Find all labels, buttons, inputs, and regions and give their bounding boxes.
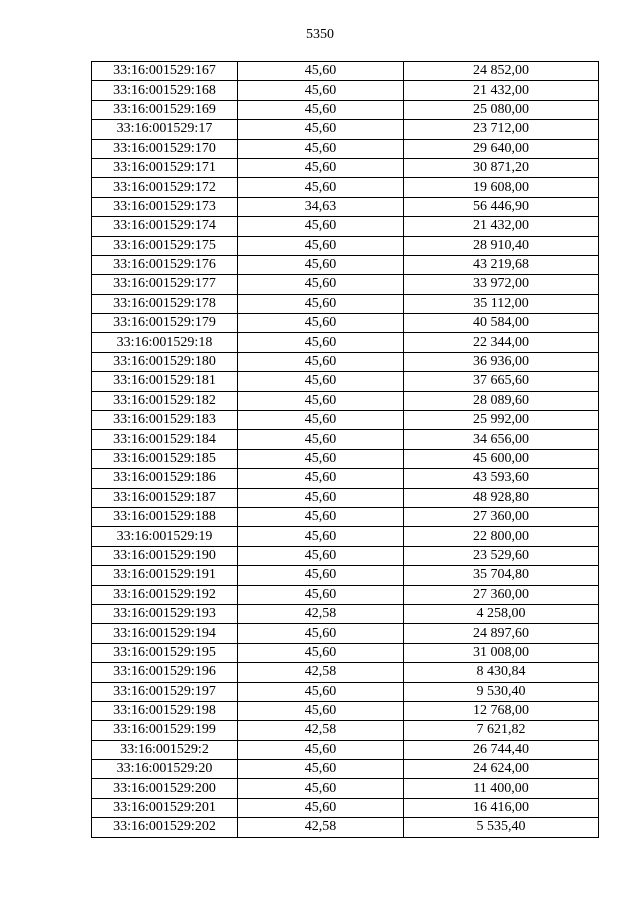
cadastral-number-cell: 33:16:001529:17 bbox=[92, 120, 238, 139]
table-row bbox=[92, 255, 599, 274]
table-row bbox=[92, 81, 599, 100]
value-cell: 27 360,00 bbox=[404, 585, 599, 604]
table-row bbox=[92, 682, 599, 701]
value-cell: 43 219,68 bbox=[404, 255, 599, 274]
area-cell: 45,60 bbox=[238, 624, 404, 643]
table-row bbox=[92, 236, 599, 255]
table-row bbox=[92, 178, 599, 197]
value-cell: 25 992,00 bbox=[404, 411, 599, 430]
value-cell: 26 744,40 bbox=[404, 740, 599, 759]
table-row bbox=[92, 818, 599, 837]
area-cell: 45,60 bbox=[238, 779, 404, 798]
cadastral-number-cell: 33:16:001529:183 bbox=[92, 411, 238, 430]
value-cell: 48 928,80 bbox=[404, 488, 599, 507]
area-cell: 45,60 bbox=[238, 120, 404, 139]
table-row bbox=[92, 275, 599, 294]
table-body bbox=[92, 62, 599, 838]
value-cell: 30 871,20 bbox=[404, 158, 599, 177]
value-cell: 45 600,00 bbox=[404, 449, 599, 468]
value-cell: 28 910,40 bbox=[404, 236, 599, 255]
table-row bbox=[92, 546, 599, 565]
value-cell: 8 430,84 bbox=[404, 663, 599, 682]
cadastral-number-cell: 33:16:001529:188 bbox=[92, 507, 238, 526]
area-cell: 45,60 bbox=[238, 236, 404, 255]
table-row bbox=[92, 507, 599, 526]
area-cell: 42,58 bbox=[238, 721, 404, 740]
area-cell: 34,63 bbox=[238, 197, 404, 216]
cadastral-number-cell: 33:16:001529:182 bbox=[92, 391, 238, 410]
value-cell: 23 529,60 bbox=[404, 546, 599, 565]
cadastral-number-cell: 33:16:001529:198 bbox=[92, 701, 238, 720]
value-cell: 19 608,00 bbox=[404, 178, 599, 197]
area-cell: 45,60 bbox=[238, 585, 404, 604]
area-cell: 45,60 bbox=[238, 372, 404, 391]
value-cell: 33 972,00 bbox=[404, 275, 599, 294]
value-cell: 11 400,00 bbox=[404, 779, 599, 798]
value-cell: 29 640,00 bbox=[404, 139, 599, 158]
cadastral-number-cell: 33:16:001529:18 bbox=[92, 333, 238, 352]
table-row bbox=[92, 62, 599, 81]
table-row bbox=[92, 624, 599, 643]
area-cell: 45,60 bbox=[238, 391, 404, 410]
cadastral-number-cell: 33:16:001529:196 bbox=[92, 663, 238, 682]
value-cell: 22 344,00 bbox=[404, 333, 599, 352]
table-row bbox=[92, 469, 599, 488]
area-cell: 45,60 bbox=[238, 469, 404, 488]
cadastral-number-cell: 33:16:001529:180 bbox=[92, 352, 238, 371]
cadastral-number-cell: 33:16:001529:195 bbox=[92, 643, 238, 662]
value-cell: 40 584,00 bbox=[404, 314, 599, 333]
cadastral-number-cell: 33:16:001529:191 bbox=[92, 566, 238, 585]
cadastral-number-cell: 33:16:001529:19 bbox=[92, 527, 238, 546]
table-row bbox=[92, 488, 599, 507]
value-cell: 27 360,00 bbox=[404, 507, 599, 526]
table-row bbox=[92, 333, 599, 352]
cadastral-number-cell: 33:16:001529:184 bbox=[92, 430, 238, 449]
value-cell: 35 704,80 bbox=[404, 566, 599, 585]
area-cell: 45,60 bbox=[238, 333, 404, 352]
area-cell: 45,60 bbox=[238, 158, 404, 177]
table-row bbox=[92, 740, 599, 759]
area-cell: 45,60 bbox=[238, 255, 404, 274]
cadastral-number-cell: 33:16:001529:175 bbox=[92, 236, 238, 255]
cadastral-number-cell: 33:16:001529:192 bbox=[92, 585, 238, 604]
area-cell: 45,60 bbox=[238, 527, 404, 546]
area-cell: 45,60 bbox=[238, 100, 404, 119]
table-row bbox=[92, 217, 599, 236]
value-cell: 21 432,00 bbox=[404, 217, 599, 236]
cadastral-number-cell: 33:16:001529:176 bbox=[92, 255, 238, 274]
value-cell: 24 852,00 bbox=[404, 62, 599, 81]
cadastral-number-cell: 33:16:001529:179 bbox=[92, 314, 238, 333]
table-row bbox=[92, 798, 599, 817]
cadastral-number-cell: 33:16:001529:190 bbox=[92, 546, 238, 565]
table-row bbox=[92, 430, 599, 449]
table-row bbox=[92, 566, 599, 585]
table-row bbox=[92, 372, 599, 391]
table-row bbox=[92, 411, 599, 430]
value-cell: 35 112,00 bbox=[404, 294, 599, 313]
table-row bbox=[92, 391, 599, 410]
table-row bbox=[92, 585, 599, 604]
table-row bbox=[92, 779, 599, 798]
cadastral-number-cell: 33:16:001529:20 bbox=[92, 760, 238, 779]
cadastral-number-cell: 33:16:001529:171 bbox=[92, 158, 238, 177]
area-cell: 45,60 bbox=[238, 81, 404, 100]
cadastral-number-cell: 33:16:001529:177 bbox=[92, 275, 238, 294]
area-cell: 45,60 bbox=[238, 430, 404, 449]
value-cell: 16 416,00 bbox=[404, 798, 599, 817]
area-cell: 45,60 bbox=[238, 701, 404, 720]
cadastral-table bbox=[91, 61, 599, 838]
value-cell: 12 768,00 bbox=[404, 701, 599, 720]
table-row bbox=[92, 760, 599, 779]
area-cell: 45,60 bbox=[238, 411, 404, 430]
value-cell: 37 665,60 bbox=[404, 372, 599, 391]
value-cell: 56 446,90 bbox=[404, 197, 599, 216]
table-row bbox=[92, 139, 599, 158]
area-cell: 45,60 bbox=[238, 139, 404, 158]
value-cell: 36 936,00 bbox=[404, 352, 599, 371]
area-cell: 45,60 bbox=[238, 449, 404, 468]
value-cell: 21 432,00 bbox=[404, 81, 599, 100]
area-cell: 45,60 bbox=[238, 217, 404, 236]
value-cell: 43 593,60 bbox=[404, 469, 599, 488]
cadastral-number-cell: 33:16:001529:199 bbox=[92, 721, 238, 740]
table-row bbox=[92, 663, 599, 682]
cadastral-number-cell: 33:16:001529:173 bbox=[92, 197, 238, 216]
table-row bbox=[92, 294, 599, 313]
area-cell: 45,60 bbox=[238, 507, 404, 526]
table-row bbox=[92, 701, 599, 720]
area-cell: 45,60 bbox=[238, 488, 404, 507]
cadastral-number-cell: 33:16:001529:168 bbox=[92, 81, 238, 100]
value-cell: 9 530,40 bbox=[404, 682, 599, 701]
area-cell: 42,58 bbox=[238, 818, 404, 837]
cadastral-number-cell: 33:16:001529:201 bbox=[92, 798, 238, 817]
area-cell: 42,58 bbox=[238, 604, 404, 623]
cadastral-number-cell: 33:16:001529:178 bbox=[92, 294, 238, 313]
value-cell: 28 089,60 bbox=[404, 391, 599, 410]
area-cell: 45,60 bbox=[238, 294, 404, 313]
table-row bbox=[92, 120, 599, 139]
table-row bbox=[92, 197, 599, 216]
table-row bbox=[92, 527, 599, 546]
cadastral-number-cell: 33:16:001529:2 bbox=[92, 740, 238, 759]
area-cell: 45,60 bbox=[238, 275, 404, 294]
area-cell: 45,60 bbox=[238, 760, 404, 779]
cadastral-number-cell: 33:16:001529:197 bbox=[92, 682, 238, 701]
cadastral-number-cell: 33:16:001529:194 bbox=[92, 624, 238, 643]
table-row bbox=[92, 352, 599, 371]
cadastral-number-cell: 33:16:001529:185 bbox=[92, 449, 238, 468]
cadastral-number-cell: 33:16:001529:170 bbox=[92, 139, 238, 158]
table-row bbox=[92, 721, 599, 740]
value-cell: 5 535,40 bbox=[404, 818, 599, 837]
value-cell: 7 621,82 bbox=[404, 721, 599, 740]
cadastral-number-cell: 33:16:001529:181 bbox=[92, 372, 238, 391]
area-cell: 45,60 bbox=[238, 178, 404, 197]
area-cell: 45,60 bbox=[238, 566, 404, 585]
cadastral-number-cell: 33:16:001529:167 bbox=[92, 62, 238, 81]
value-cell: 24 897,60 bbox=[404, 624, 599, 643]
cadastral-number-cell: 33:16:001529:202 bbox=[92, 818, 238, 837]
area-cell: 45,60 bbox=[238, 740, 404, 759]
area-cell: 45,60 bbox=[238, 314, 404, 333]
cadastral-number-cell: 33:16:001529:187 bbox=[92, 488, 238, 507]
value-cell: 24 624,00 bbox=[404, 760, 599, 779]
value-cell: 22 800,00 bbox=[404, 527, 599, 546]
table-row bbox=[92, 449, 599, 468]
table-row bbox=[92, 643, 599, 662]
area-cell: 45,60 bbox=[238, 643, 404, 662]
cadastral-number-cell: 33:16:001529:169 bbox=[92, 100, 238, 119]
area-cell: 45,60 bbox=[238, 546, 404, 565]
table-row bbox=[92, 314, 599, 333]
area-cell: 45,60 bbox=[238, 352, 404, 371]
table-row bbox=[92, 100, 599, 119]
page-number: 5350 bbox=[306, 27, 334, 42]
table-row bbox=[92, 158, 599, 177]
area-cell: 45,60 bbox=[238, 798, 404, 817]
cadastral-number-cell: 33:16:001529:193 bbox=[92, 604, 238, 623]
table-row bbox=[92, 604, 599, 623]
area-cell: 45,60 bbox=[238, 682, 404, 701]
cadastral-number-cell: 33:16:001529:186 bbox=[92, 469, 238, 488]
value-cell: 4 258,00 bbox=[404, 604, 599, 623]
area-cell: 42,58 bbox=[238, 663, 404, 682]
value-cell: 31 008,00 bbox=[404, 643, 599, 662]
cadastral-number-cell: 33:16:001529:200 bbox=[92, 779, 238, 798]
value-cell: 23 712,00 bbox=[404, 120, 599, 139]
value-cell: 34 656,00 bbox=[404, 430, 599, 449]
cadastral-number-cell: 33:16:001529:174 bbox=[92, 217, 238, 236]
area-cell: 45,60 bbox=[238, 62, 404, 81]
value-cell: 25 080,00 bbox=[404, 100, 599, 119]
cadastral-number-cell: 33:16:001529:172 bbox=[92, 178, 238, 197]
